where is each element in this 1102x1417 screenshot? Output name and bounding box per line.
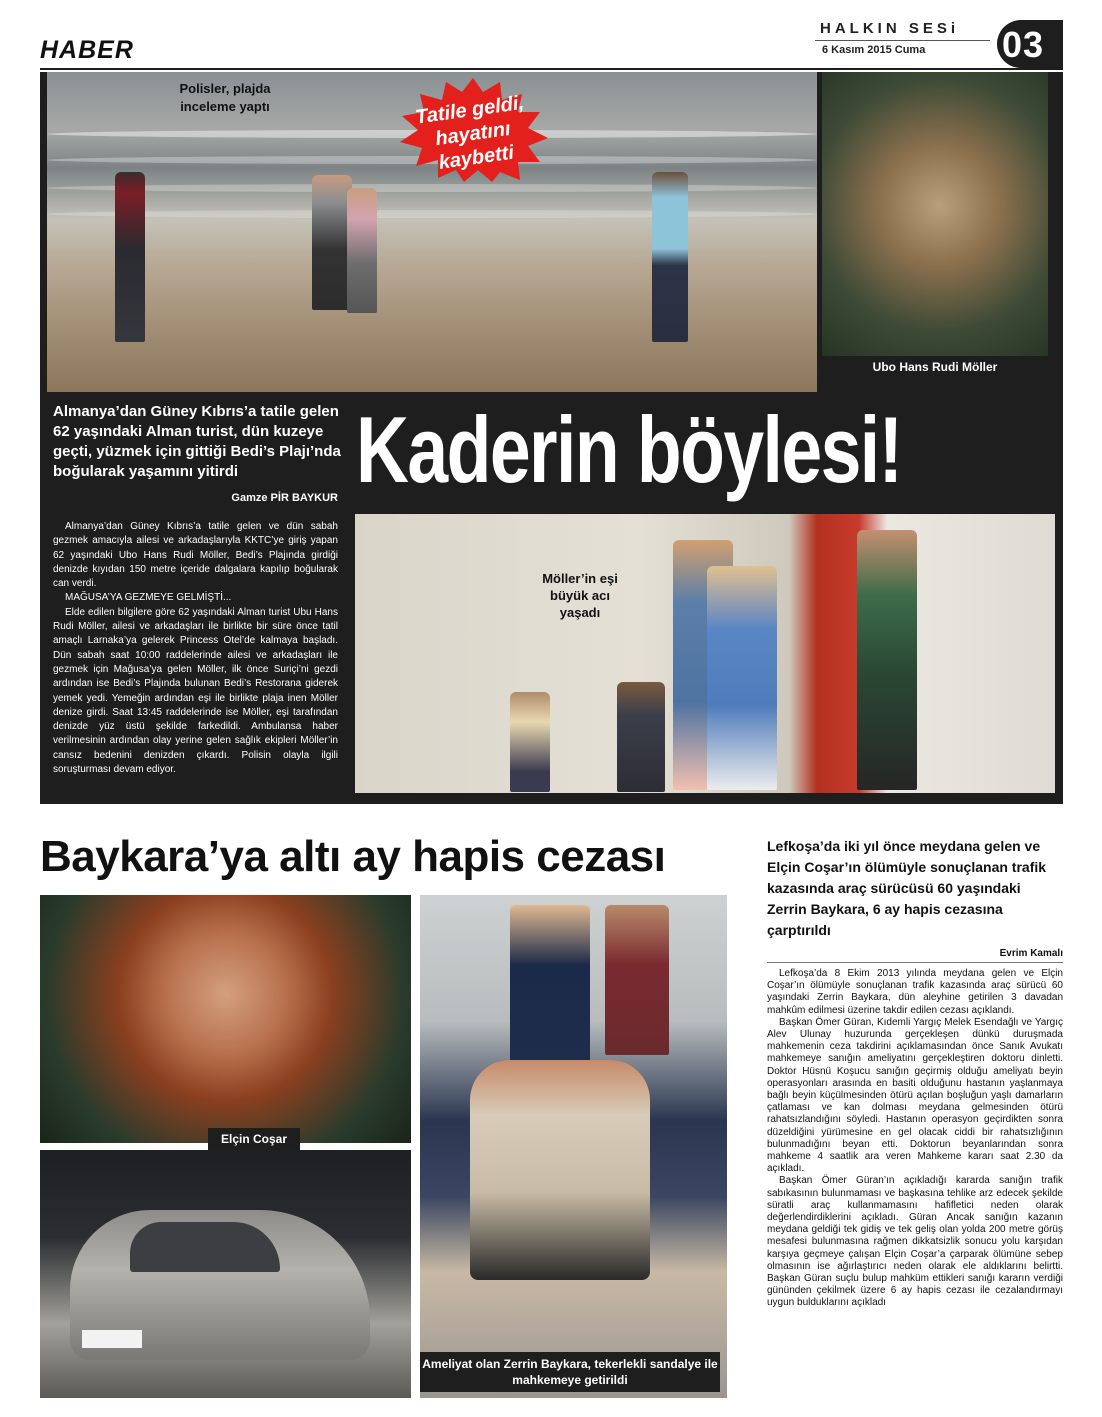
header-rule <box>40 68 1063 70</box>
victim-portrait <box>822 72 1048 390</box>
masthead: HALKIN SESi <box>820 20 960 37</box>
hospital-photo <box>355 514 1055 793</box>
body-paragraph: Elde edilen bilgilere göre 62 yaşındaki Alman turist Ubu Hans Rudi Möller, ailesi ve arkadaşları ile birlikte bir süre önce tatil amaçlı Larnaka’ya gelerek Princess Otel’de kalmaya başladı. Dün sabah saat 10:00 raddelerinde ailesi ve arkadaşları ile gezmek için Mağusa’ya gelen Möller, ilk önce Suriçi’ni gezdi ardından ise Bedi’s Plajında bulunan Bedi’s Restorana giderek yemek yedi. Yemeğin ardından eşi ile birlikte plaja inen Möller denize girdi. Saat 13:45 raddelerinde ise Möller, eşi tarafından denizde yüz üstü şekilde farkedildi. Ambulansa haber verilmesinin ardından olay yerine gelen sağlık ekipleri Möller’in cansız bedenini denizden çıkardı. Polisin olayla ilgili soruşturması devam ediyor. <box>53 606 338 776</box>
bottom-story-lead: Lefkoşa’da iki yıl önce meydana gelen ve Elçin Coşar’ın ölümüyle sonuçlanan trafik kazasında araç sürücüsü 60 yaşındaki Zerrin Baykara, 6 ay hapis cezasına çarptırıldı <box>767 838 1047 938</box>
page-number: 03 <box>1002 24 1045 65</box>
top-story-body <box>53 520 338 777</box>
portrait-caption: Ubo Hans Rudi Möller <box>822 356 1048 390</box>
victim-caption: Elçin Coşar <box>208 1128 300 1150</box>
body-paragraph: Lefkoşa’da 8 Ekim 2013 yılında meydana gelen ve Elçin Coşar’ın ölümüyle sonuçlanan trafik kazasında araç sürücü 60 yaşındaki Zerrin Baykara, dün aleyhine getirilen 3 davadan mahkûm edilmesi üzerine takdir edilen cezası açıklandı. <box>767 968 1063 1016</box>
damaged-car-photo <box>40 1150 411 1398</box>
victim-photo <box>40 895 411 1143</box>
starburst-text: Tatile geldi, hayatını kaybetti <box>414 91 526 174</box>
courthouse-photo <box>420 895 727 1398</box>
hospital-photo-caption: Möller’in eşi büyük acı yaşadı <box>542 571 618 620</box>
bottom-story-byline: Evrim Kamalı <box>999 948 1063 959</box>
body-paragraph: Başkan Ömer Güran, Kıdemli Yargıç Melek Esendağlı ve Yargıç Alev Ulunay huzurunda gerçekleşen dünkü duruşmada mahkemenin ceza takdirini açıklamasından önce Sanık Avukatı mahkemeye sanığın ameliyatını gerçekleştiren doktoru dinletti. Doktor Hüsnü Koşucu sanığın geçirmiş olduğu ameliyatı beyin operasyonları arasında en basiti olduğunu hastanın yaşlanmaya bağlı beyin küçülmesinden ötürü açılan boşluğun yaşlı damarların çatlaması ve kan dolması meydana gelmesinden ötürü rahatsızlandığını söyledi. Hastanın operasyon geçirdikten sonra düzeldiğini yürümesine en gel olacak ciddi bir rahatsızlığının bulunmadığını beyan etti. Doktorun beyanlarından sonra mahkeme 4 saatlik ara veren Mahkeme kararı saat 2.30 da açıkladı. <box>767 1016 1063 1175</box>
bottom-story-body <box>767 968 1063 1310</box>
body-paragraph: Almanya’dan Güney Kıbrıs’a tatile gelen ve dün sabah gezmek amacıyla ailesi ve arkadaşlarıyla KKTC’ye giriş yapan 62 yaşındaki Ubo Hans Rudi Möller, Bedi’s Plajında girdiği denizde kıyıdan 150 metre içeride dalgalara kapılıp boğularak can verdi. <box>53 521 338 590</box>
masthead-rule <box>815 40 990 41</box>
bottom-story-headline: Baykara’ya altı ay hapis cezası <box>40 832 666 881</box>
issue-date: 6 Kasım 2015 Cuma <box>822 44 926 56</box>
byline-rule <box>767 962 1063 963</box>
top-story-byline: Gamze PİR BAYKUR <box>231 492 338 504</box>
courthouse-photo-caption: Ameliyat olan Zerrin Baykara, tekerlekli sandalye ile mahkemeye getirildi <box>420 1352 720 1392</box>
section-label: HABER <box>40 36 134 64</box>
body-subhead: MAĞUSA’YA GEZMEYE GELMİŞTİ... <box>65 592 232 604</box>
beach-photo-caption: Polisler, plajda inceleme yaptı <box>179 81 271 114</box>
top-story-lead: Almanya’dan Güney Kıbrıs’a tatile gelen 62 yaşındaki Alman turist, dün kuzeye geçti, yüzmek için gittiği Bedi’s Plajı’nda boğularak yaşamını yitirdi <box>53 403 341 480</box>
top-story-headline: Kaderin böylesi! <box>356 397 902 502</box>
body-paragraph: Başkan Ömer Güran’ın açıkladığı kararda sanığın trafik sabıkasının bulunmaması ve başkasına tehlike arz edecek şekilde süratli araç kullanmamasını hafifletici neden olarak değerlendirdiklerini açıkladı. Güran Ancak sanığın kazanın meydana geldiği tek gidiş ve tek geliş olan yolda 200 metre görüş mesafesi bulunmasına rağmen dikkatsizlik sonucu yolu karşıdan karşıya geçmeye çalışan Elçin Coşar’a çarparak ölümüne sebep olmasının ise ağırlaştırıcı neden olarak ele aldıklarını belirtti. Başkan Güran suçlu bulup mahküm ettikleri sanığı kararın verdiği gününden çekilmek üzere 6 ay hapis cezası ile cezalandırmayı uygun bulduklarını açıkladı <box>767 1175 1063 1309</box>
